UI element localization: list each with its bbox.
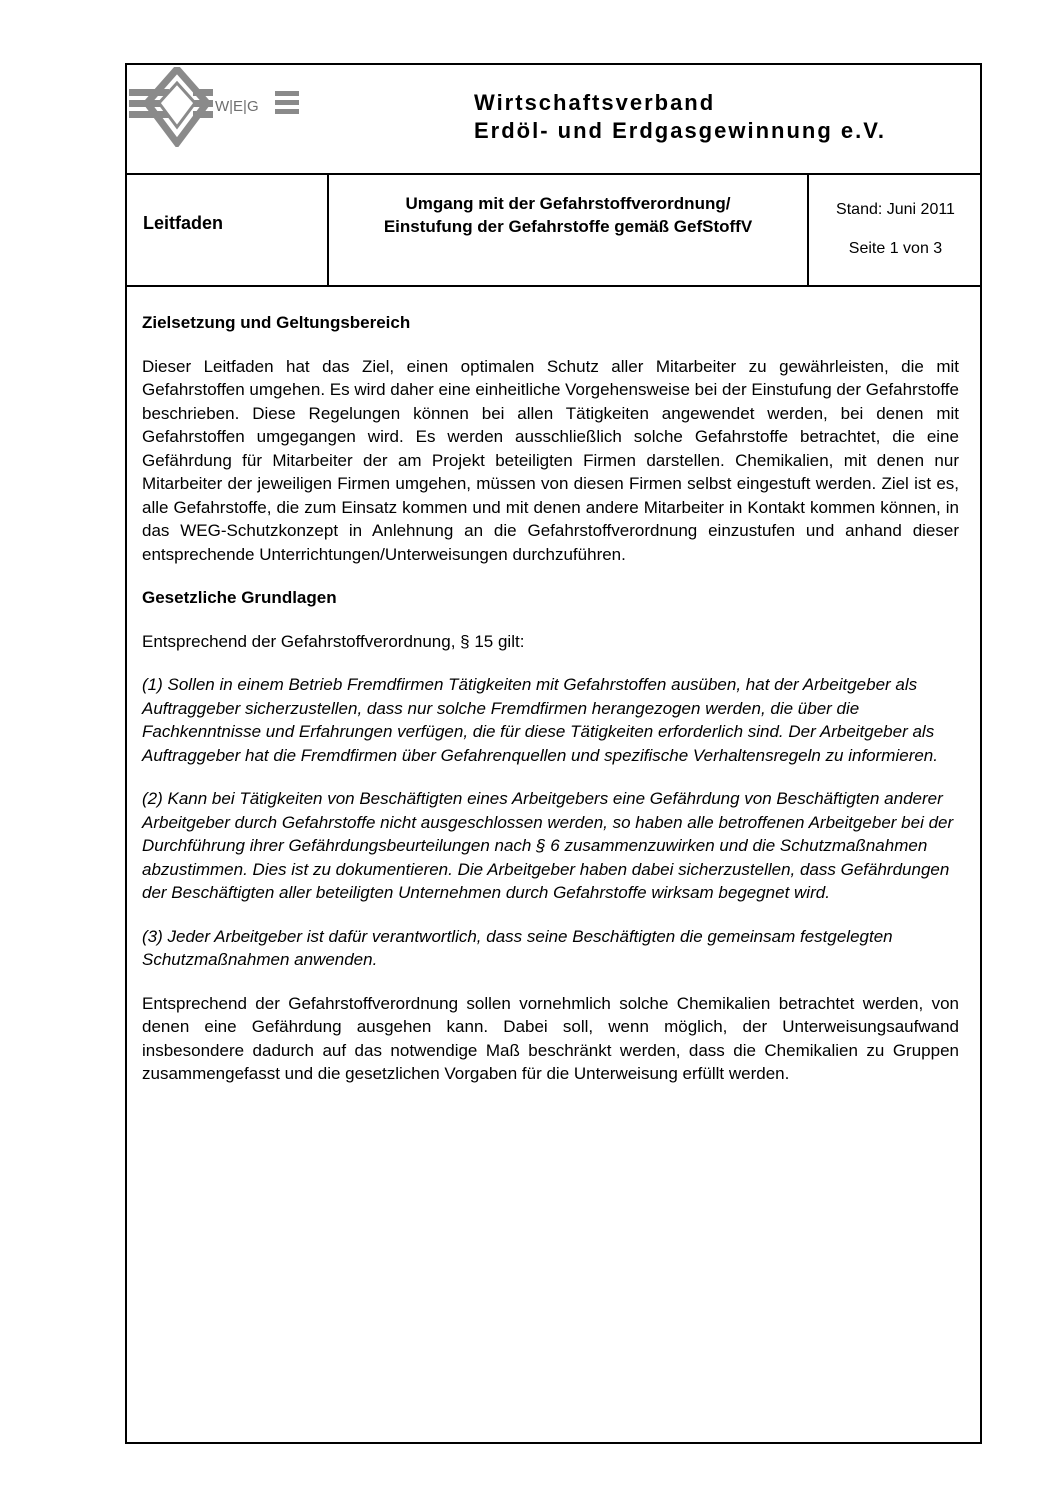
org-name-line1: Wirtschaftsverband xyxy=(474,90,716,115)
page-number: Seite 1 von 3 xyxy=(848,240,943,257)
legal-quote-2: (2) Kann bei Tätigkeiten von Beschäftigten eines Arbeitgebers eine Gefährdung von Beschäftigten anderer Arbeitgeber durch Gefahrstoffe nicht ausgeschlossen werden, so haben alle betroffenen Arbeitgeber bei der Durchführung ihrer Gefährdungsbeurteilungen nach § 6 zusammenzuwirken und die Schutzmaßnahmen abzustimmen. Dies ist zu dokumentieren. Die Arbeitgeber haben dabei sicherzustellen, dass Gefährdungen der Beschäftigten aller beteiligten Unternehmen durch Gefahrstoffe wirksam begegnet wird. xyxy=(142,789,954,902)
paragraph-legal-intro: Entsprechend der Gefahrstoffverordnung, § 15 gilt: xyxy=(142,631,525,651)
doc-title-cell xyxy=(329,175,809,285)
org-name-line2: Erdöl- und Erdgasgewinnung e.V. xyxy=(474,118,886,143)
doc-title-line2: Einstufung der Gefahrstoffe gemäß GefStoffV xyxy=(383,217,753,236)
paragraph-closing: Entsprechend der Gefahrstoffverordnung sollen vornehmlich solche Chemikalien betrachtet werden, von denen eine Gefährdung ausgehen kann. Dabei soll, wenn möglich, der Unterweisungsaufwand insbesondere dadurch auf das notwendige Maß beschränkt werden, dass die Chemikalien zu Gruppen zusammengefasst und die gesetzlichen Vorgaben für die Unterweisung erfüllt werden. xyxy=(142,993,959,1083)
doc-title-line1: Umgang mit der Gefahrstoffverordnung/ xyxy=(405,194,731,213)
doc-type: Leitfaden xyxy=(143,213,224,233)
organization-name xyxy=(474,89,886,145)
paragraph-goals: Dieser Leitfaden hat das Ziel, einen optimalen Schutz aller Mitarbeiter zu gewährleisten, die mit Gefahrstoffen umgehen. Es wird daher eine einheitliche Vorgehensweise bei der Einstufung der Gefahrstoffe beschrieben. Diese Regelungen können bei allen Tätigkeiten angewendet werden, bei denen mit Gefahrstoffen umgegangen wird. Es werden ausschließlich solche Gefahrstoffe betrachtet, die eine Gefährdung für Mitarbeiter der am Projekt beteiligten Firmen darstellen. Chemikalien, mit denen nur Mitarbeiter der jeweiligen Firmen umgehen, müssen von diesen Firmen selbst eingestuft werden. Ziel ist es, alle Gefahrstoffe, die zum Einsatz kommen und mit denen andere Mitarbeiter in Kontakt kommen können, in das WEG-Schutzkonzept in Anlehnung an die Gefahrstoffverordnung einzustufen und anhand dieser entsprechende Unterrichtungen/Unterweisungen durchzuführen. xyxy=(142,356,959,564)
doc-title xyxy=(329,192,807,238)
title-block xyxy=(127,175,980,287)
legal-quote-1: (1) Sollen in einem Betrieb Fremdfirmen Tätigkeiten mit Gefahrstoffen ausüben, hat der Arbeitgeber als Auftraggeber sicherzustellen, dass nur solche Fremdfirmen herangezogen werden, die über die Fachkenntnisse und Erfahrungen verfügen, die für diese Tätigkeiten erforderlich sind. Der Arbeitgeber als Auftraggeber hat die Fremdfirmen über Gefahrenquellen und spezifische Verhaltensregeln zu informieren. xyxy=(142,675,938,765)
doc-status: Stand: Juni 2011 xyxy=(836,201,955,218)
weg-logo xyxy=(129,67,305,147)
doc-meta-cell xyxy=(809,175,982,285)
logo-text: W|E|G xyxy=(215,98,259,115)
document-body xyxy=(142,311,959,1106)
letterhead xyxy=(127,65,980,175)
doc-type-cell xyxy=(127,175,329,285)
legal-quote-3: (3) Jeder Arbeitgeber ist dafür verantwortlich, dass seine Beschäftigten die gemeinsam festgelegten Schutzmaßnahmen anwenden. xyxy=(142,926,893,969)
section-heading-legal: Gesetzliche Grundlagen xyxy=(142,588,337,607)
document-frame xyxy=(125,63,982,1444)
section-heading-goals: Zielsetzung und Geltungsbereich xyxy=(142,313,411,332)
